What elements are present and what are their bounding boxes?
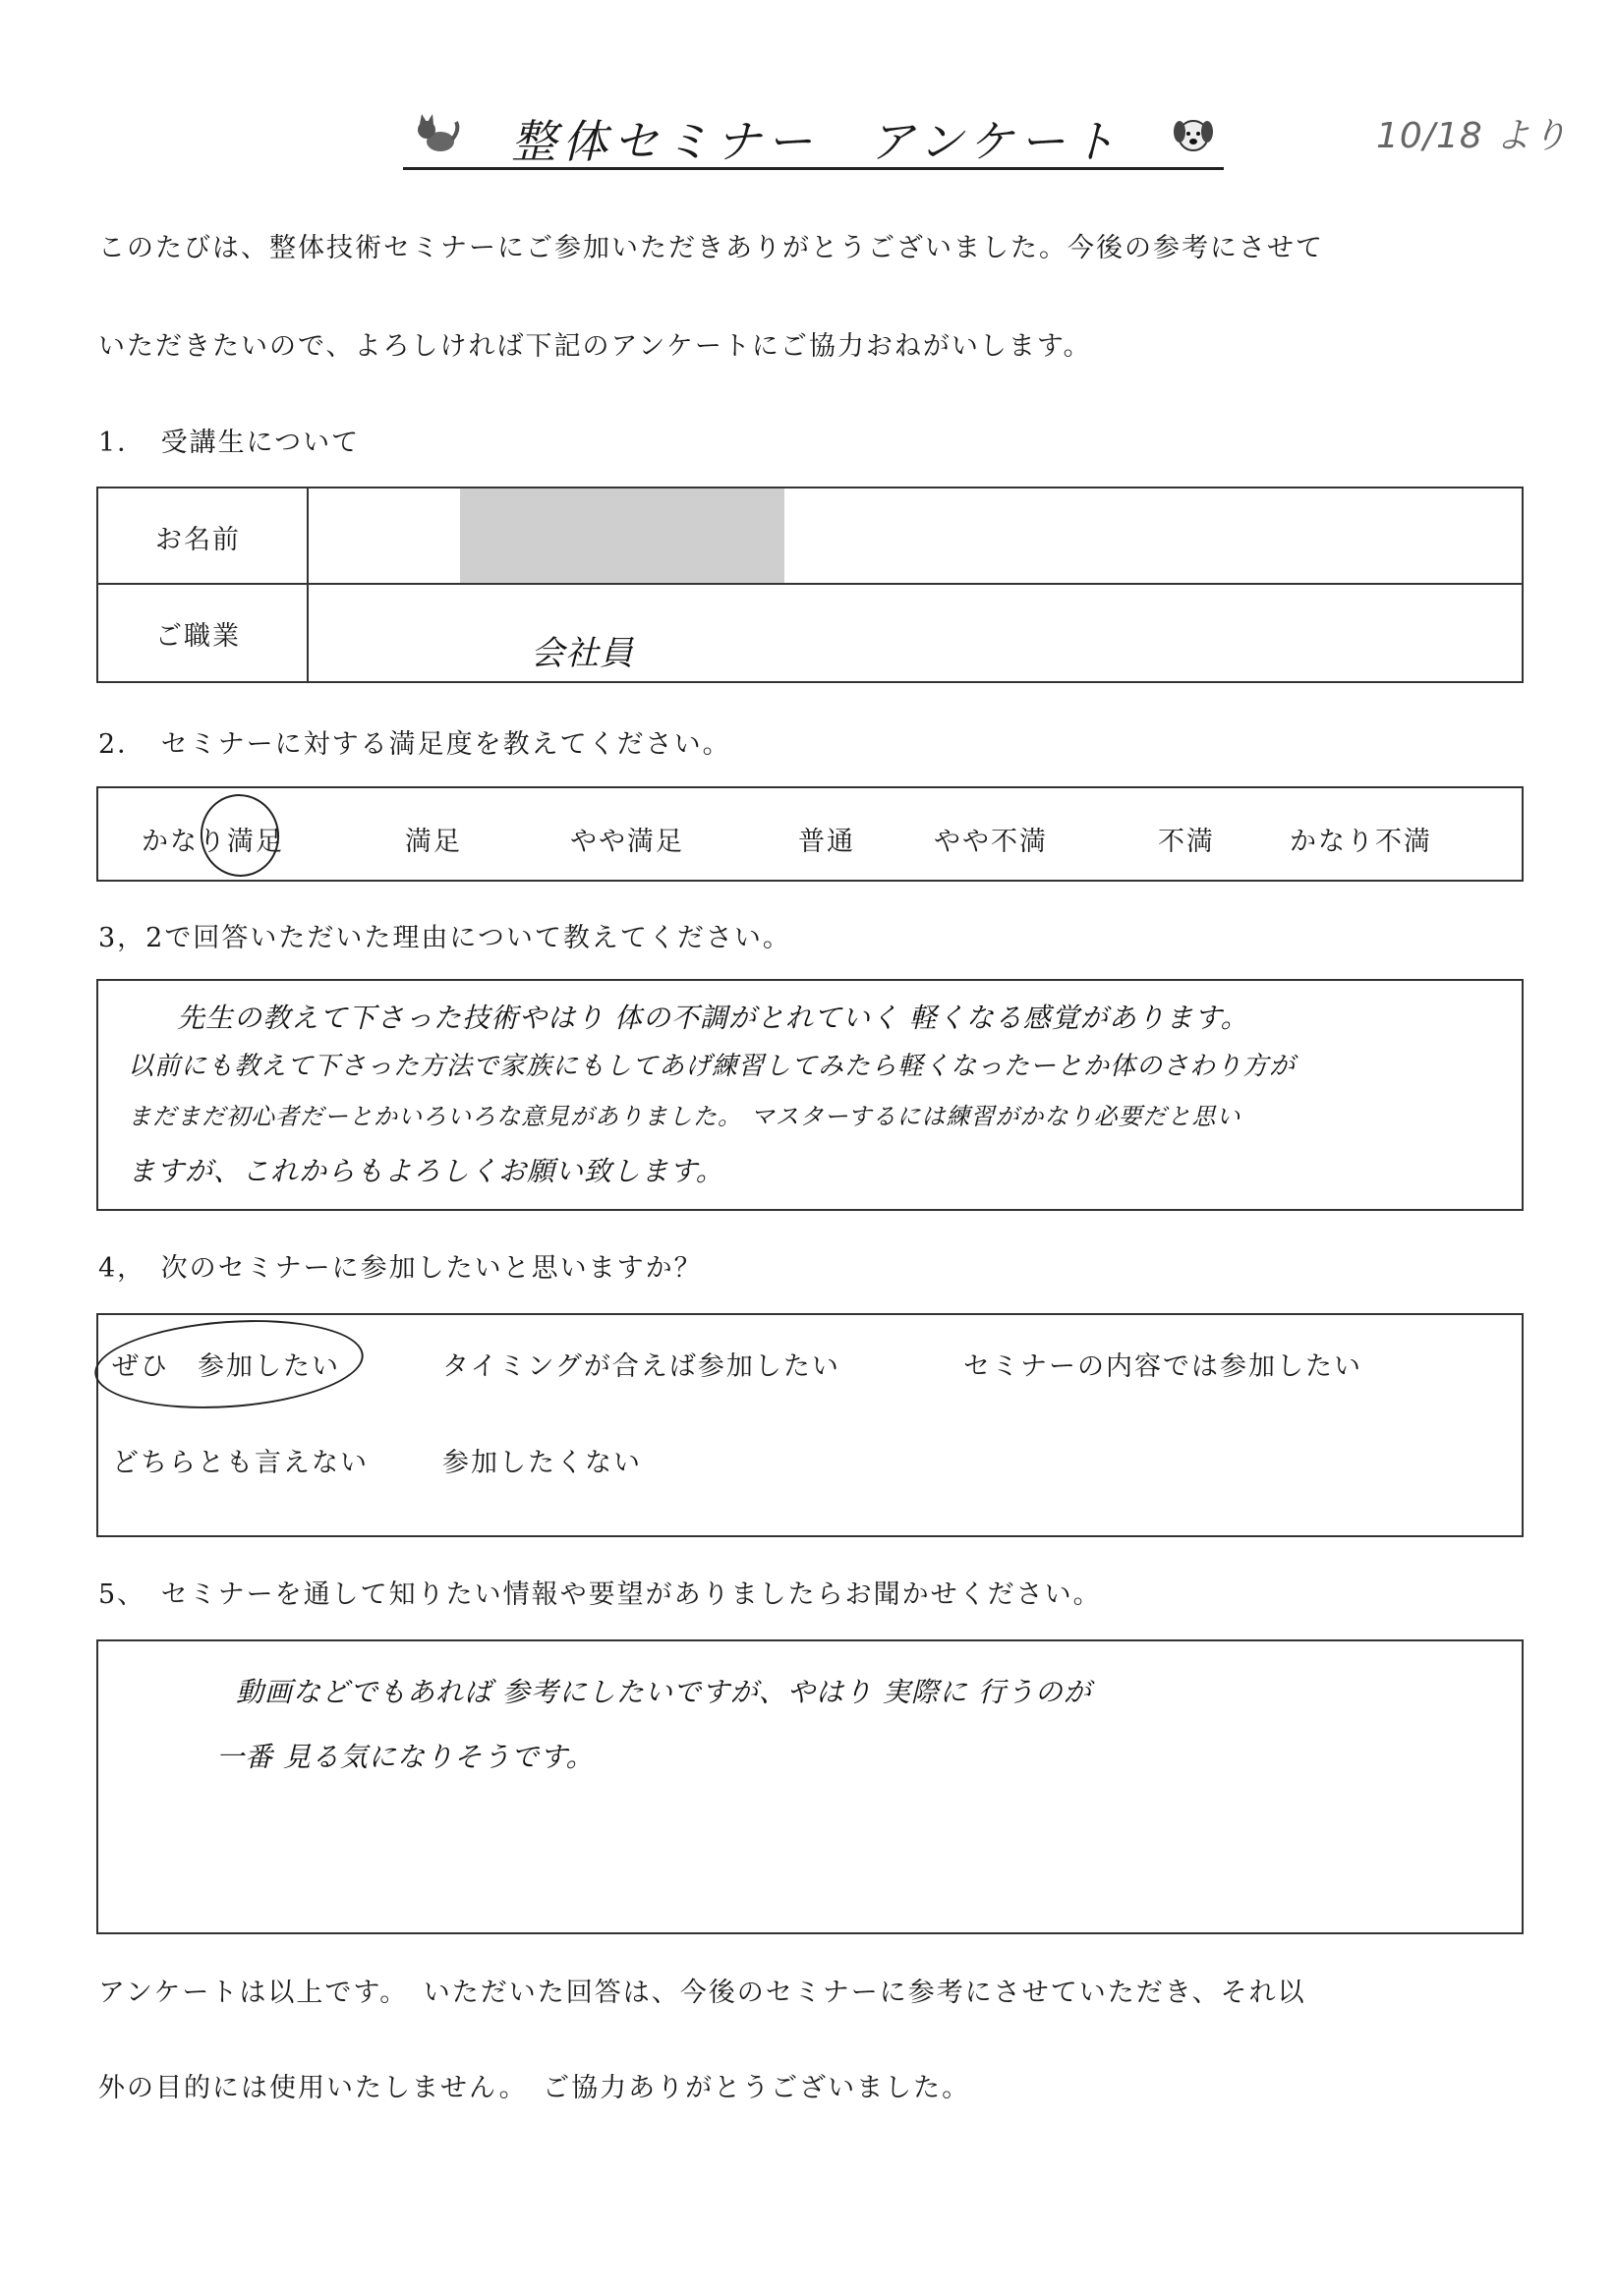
q5-answer-box xyxy=(96,1639,1524,1934)
q4-options-box xyxy=(96,1313,1524,1537)
q4-heading: 4， 次のセミナーに参加したいと思いますか？ xyxy=(98,1253,703,1284)
option-dissatisfied: 不満 xyxy=(1158,827,1215,857)
selected-circle xyxy=(194,788,285,884)
q5-answer-line: 動画などでもあれば 参考にしたいですが、やはり 実際に 行うのが xyxy=(236,1676,1092,1708)
option-very-satisfied: かなり満足 xyxy=(142,827,284,857)
date-note: 10/18 より xyxy=(1376,116,1569,156)
option-neutral: 普通 xyxy=(798,827,855,857)
option-attend-if-timing: タイミングが合えば参加したい xyxy=(442,1351,840,1382)
q1-heading: 1． 受講生について xyxy=(98,428,361,458)
option-attend-depending-content: セミナーの内容では参加したい xyxy=(963,1351,1362,1382)
option-not-attend: 参加したくない xyxy=(442,1448,642,1478)
title-underline xyxy=(403,167,1224,170)
name-redacted xyxy=(460,488,784,583)
dog-icon xyxy=(1170,110,1217,157)
cat-icon xyxy=(413,110,460,157)
q5-heading: 5、 セミナーを通して知りたい情報や要望がありましたらお聞かせください。 xyxy=(98,1579,1102,1610)
q1-row-divider xyxy=(98,583,1522,585)
q3-heading: 3，2で回答いただいた理由について教えてください。 xyxy=(98,923,791,953)
occupation-label: ご職業 xyxy=(155,621,241,652)
q1-col-divider xyxy=(307,488,309,681)
option-very-dissatisfied: かなり不満 xyxy=(1290,827,1432,857)
closing-line-1: アンケートは以上です。 いただいた回答は、今後のセミナーに参考にさせていただき、それ以 xyxy=(98,1978,1306,2008)
option-somewhat-dissatisfied: やや不満 xyxy=(934,827,1048,857)
q5-answer-line: 一番 見る気になりそうです。 xyxy=(216,1741,595,1773)
name-label: お名前 xyxy=(155,525,241,555)
closing-line-2: 外の目的には使用いたしません。 ご協力ありがとうございました。 xyxy=(98,2073,971,2103)
q1-table xyxy=(96,487,1524,683)
occupation-value: 会社員 xyxy=(531,634,634,673)
q3-answer-line: 先生の教えて下さった技術やはり 体の不調がとれていく 軽くなる感覚があります。 xyxy=(177,1002,1249,1034)
q2-options-box xyxy=(96,786,1524,882)
option-satisfied: 満足 xyxy=(405,827,462,857)
q3-answer-line: ますが、これからもよろしくお願い致します。 xyxy=(128,1155,724,1187)
q3-answer-line: 以前にも教えて下さった方法で家族にもしてあげ練習してみたら軽くなったーとか体のさわり方が xyxy=(128,1052,1297,1081)
q3-answer-line: まだまだ初心者だーとかいろいろな意見がありました。 マスターするには練習がかなり必要だと思い xyxy=(128,1103,1241,1130)
option-somewhat-satisfied: やや満足 xyxy=(570,827,684,857)
q3-answer-box xyxy=(96,979,1524,1211)
page-title: 整体セミナー アンケート xyxy=(511,115,1123,168)
intro-line-2: いただきたいので、よろしければ下記のアンケートにご協力おねがいします。 xyxy=(98,331,1092,362)
q2-heading: 2． セミナーに対する満足度を教えてください。 xyxy=(98,729,731,760)
option-definitely-attend: ぜひ 参加したい xyxy=(112,1351,340,1382)
selected-circle xyxy=(91,1312,366,1417)
option-undecided: どちらとも言えない xyxy=(112,1448,369,1478)
intro-line-1: このたびは、整体技術セミナーにご参加いただきありがとうございました。今後の参考にさせて xyxy=(98,233,1324,263)
